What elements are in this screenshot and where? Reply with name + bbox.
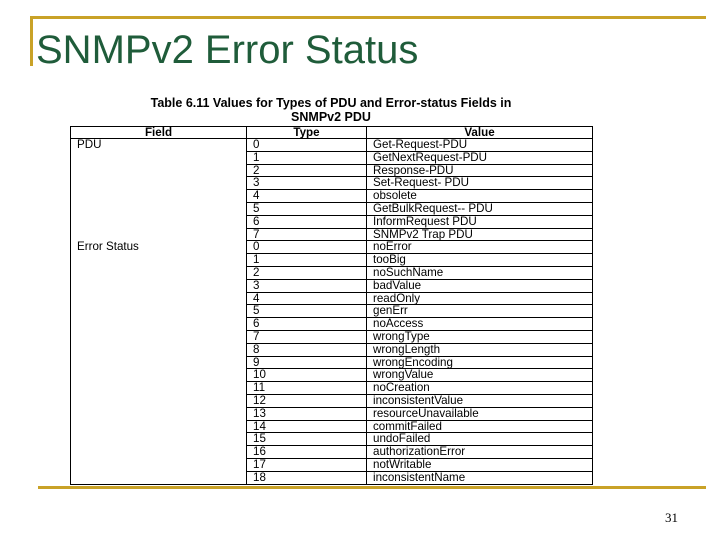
cell-type: 4 bbox=[247, 292, 367, 305]
cell-value: SNMPv2 Trap PDU bbox=[367, 228, 593, 241]
cell-type: 0 bbox=[247, 139, 367, 152]
cell-field bbox=[71, 190, 247, 203]
cell-value: commitFailed bbox=[367, 420, 593, 433]
cell-value: obsolete bbox=[367, 190, 593, 203]
table-row bbox=[71, 202, 593, 215]
cell-field bbox=[71, 471, 247, 484]
cell-field bbox=[71, 343, 247, 356]
cell-value: badValue bbox=[367, 279, 593, 292]
cell-value: GetBulkRequest-- PDU bbox=[367, 202, 593, 215]
cell-type: 0 bbox=[247, 241, 367, 254]
table-row bbox=[71, 369, 593, 382]
cell-type: 6 bbox=[247, 215, 367, 228]
cell-value: notWritable bbox=[367, 458, 593, 471]
cell-type: 2 bbox=[247, 266, 367, 279]
cell-type: 9 bbox=[247, 356, 367, 369]
cell-type: 18 bbox=[247, 471, 367, 484]
table-row bbox=[71, 279, 593, 292]
cell-value: wrongType bbox=[367, 330, 593, 343]
cell-value: inconsistentName bbox=[367, 471, 593, 484]
cell-type: 8 bbox=[247, 343, 367, 356]
cell-value: noAccess bbox=[367, 318, 593, 331]
cell-field bbox=[71, 177, 247, 190]
cell-field bbox=[71, 458, 247, 471]
cell-field bbox=[71, 266, 247, 279]
cell-type: 5 bbox=[247, 202, 367, 215]
page-number: 31 bbox=[665, 510, 678, 525]
cell-value: noSuchName bbox=[367, 266, 593, 279]
cell-type: 14 bbox=[247, 420, 367, 433]
cell-field bbox=[71, 305, 247, 318]
cell-value: inconsistentValue bbox=[367, 394, 593, 407]
cell-field bbox=[71, 369, 247, 382]
cell-type: 5 bbox=[247, 305, 367, 318]
cell-value: wrongEncoding bbox=[367, 356, 593, 369]
cell-type: 12 bbox=[247, 394, 367, 407]
table-row bbox=[71, 215, 593, 228]
cell-value: tooBig bbox=[367, 254, 593, 267]
cell-type: 7 bbox=[247, 228, 367, 241]
left-accent-rule bbox=[30, 16, 33, 66]
cell-value: resourceUnavailable bbox=[367, 407, 593, 420]
cell-field bbox=[71, 292, 247, 305]
table-row bbox=[71, 407, 593, 420]
cell-value: noCreation bbox=[367, 382, 593, 395]
cell-field bbox=[71, 279, 247, 292]
slide-title: SNMPv2 Error Status bbox=[36, 28, 419, 72]
cell-value: GetNextRequest-PDU bbox=[367, 151, 593, 164]
table-row bbox=[71, 305, 593, 318]
cell-field bbox=[71, 254, 247, 267]
cell-type: 13 bbox=[247, 407, 367, 420]
cell-value: wrongValue bbox=[367, 369, 593, 382]
cell-field bbox=[71, 420, 247, 433]
cell-type: 1 bbox=[247, 151, 367, 164]
table-caption bbox=[70, 96, 592, 124]
table-row bbox=[71, 292, 593, 305]
table-row bbox=[71, 330, 593, 343]
table-row bbox=[71, 266, 593, 279]
cell-type: 17 bbox=[247, 458, 367, 471]
table-row bbox=[71, 177, 593, 190]
cell-value: genErr bbox=[367, 305, 593, 318]
cell-value: undoFailed bbox=[367, 433, 593, 446]
cell-field bbox=[71, 446, 247, 459]
cell-field bbox=[71, 394, 247, 407]
table-row bbox=[71, 343, 593, 356]
table-row bbox=[71, 254, 593, 267]
cell-field bbox=[71, 151, 247, 164]
cell-value: wrongLength bbox=[367, 343, 593, 356]
cell-field bbox=[71, 228, 247, 241]
cell-field: Error Status bbox=[71, 241, 247, 254]
cell-field bbox=[71, 356, 247, 369]
table-header-row bbox=[71, 127, 593, 139]
cell-value: Response-PDU bbox=[367, 164, 593, 177]
cell-value: Set-Request- PDU bbox=[367, 177, 593, 190]
cell-type: 6 bbox=[247, 318, 367, 331]
header-value: Value bbox=[367, 127, 593, 139]
table-row bbox=[71, 394, 593, 407]
header-field: Field bbox=[71, 127, 247, 139]
cell-field bbox=[71, 407, 247, 420]
cell-field bbox=[71, 433, 247, 446]
cell-type: 4 bbox=[247, 190, 367, 203]
cell-type: 11 bbox=[247, 382, 367, 395]
cell-value: noError bbox=[367, 241, 593, 254]
table-body bbox=[71, 139, 593, 485]
cell-type: 10 bbox=[247, 369, 367, 382]
cell-type: 3 bbox=[247, 279, 367, 292]
table-row bbox=[71, 471, 593, 484]
table-row bbox=[71, 446, 593, 459]
cell-value: authorizationError bbox=[367, 446, 593, 459]
table-row bbox=[71, 356, 593, 369]
cell-value: InformRequest PDU bbox=[367, 215, 593, 228]
cell-value: readOnly bbox=[367, 292, 593, 305]
table-caption-line-2: SNMPv2 PDU bbox=[291, 110, 371, 124]
table-row bbox=[71, 228, 593, 241]
cell-field bbox=[71, 318, 247, 331]
top-accent-rule bbox=[30, 16, 706, 19]
header-type: Type bbox=[247, 127, 367, 139]
table-row bbox=[71, 318, 593, 331]
table-row bbox=[71, 151, 593, 164]
table-row bbox=[71, 190, 593, 203]
table-row bbox=[71, 420, 593, 433]
bottom-accent-rule bbox=[38, 486, 706, 489]
cell-type: 2 bbox=[247, 164, 367, 177]
table-row bbox=[71, 433, 593, 446]
table-row bbox=[71, 241, 593, 254]
cell-field bbox=[71, 202, 247, 215]
cell-type: 7 bbox=[247, 330, 367, 343]
table-row bbox=[71, 382, 593, 395]
cell-type: 3 bbox=[247, 177, 367, 190]
cell-value: Get-Request-PDU bbox=[367, 139, 593, 152]
cell-field: PDU bbox=[71, 139, 247, 152]
cell-field bbox=[71, 164, 247, 177]
table-caption-line-1: Table 6.11 Values for Types of PDU and Error-status Fields in bbox=[150, 96, 512, 110]
cell-field bbox=[71, 382, 247, 395]
cell-field bbox=[71, 330, 247, 343]
cell-type: 1 bbox=[247, 254, 367, 267]
table-row bbox=[71, 458, 593, 471]
cell-type: 15 bbox=[247, 433, 367, 446]
table-row bbox=[71, 164, 593, 177]
table-row bbox=[71, 139, 593, 152]
pdu-error-status-table bbox=[70, 126, 593, 485]
cell-field bbox=[71, 215, 247, 228]
cell-type: 16 bbox=[247, 446, 367, 459]
